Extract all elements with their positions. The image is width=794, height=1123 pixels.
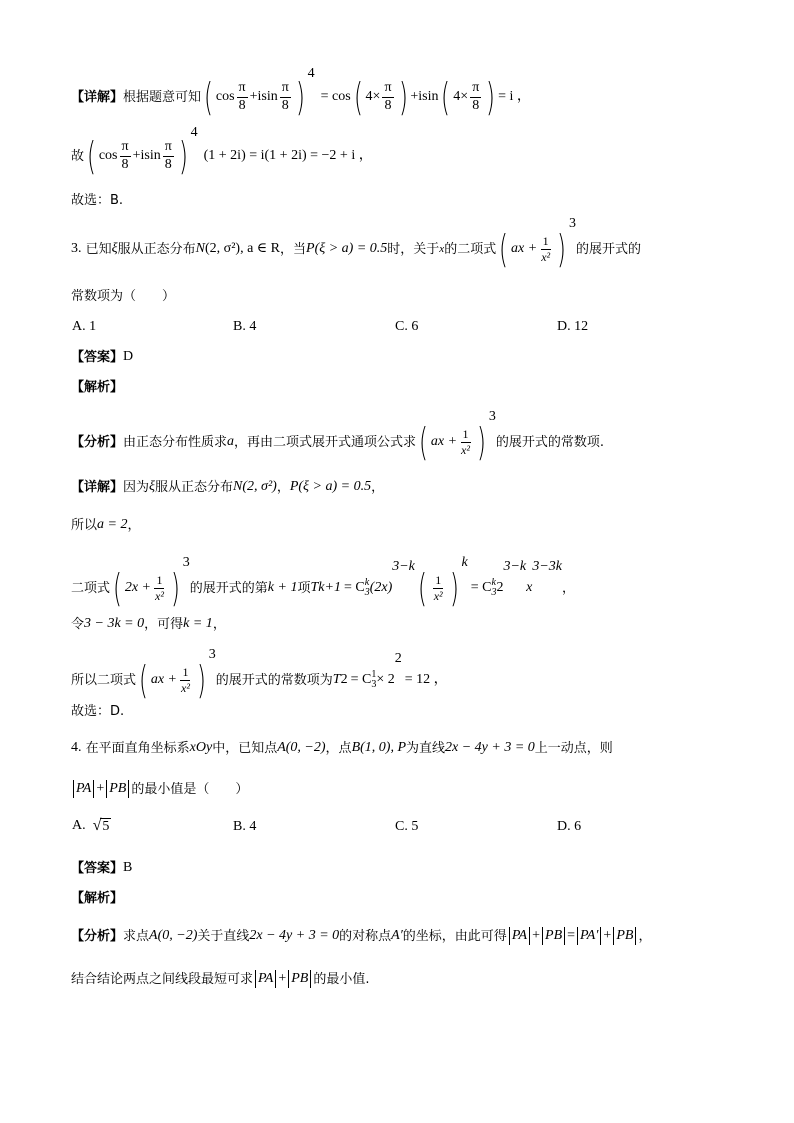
q3-detail-line-4: 令 3 − 3k = 0 ，可得 k = 1 ，: [71, 616, 226, 632]
q4-option-d: D. 6: [557, 819, 582, 834]
detail-line-2: 故 ( cos $\frac{\pi}{8}$ +isin $\frac{\pi}{8}$ ) 4 (1 + 2i) = i(1 + 2i) = −2 + i ，: [71, 125, 373, 178]
q3-answer: 【答案】 D: [71, 349, 134, 365]
q3-analysis-line: 【分析】 由正态分布性质求 a ，再由二项式展开式通项公式求 ( ax + $\frac{1}{\text{x²}}$ ) 3 的展开式的常数项.: [71, 409, 604, 464]
q4-stem-line-1: 4. 在平面直角坐标系 xOy 中，已知点 A(0, −2) ，点 B(1, 0), P 为直线 2x − 4y + 3 = 0 上一动点，则: [71, 740, 613, 756]
q3-detail-line-3: 二项式 ( 2x + $\frac{1}{\text{x²}}$ ) 3 的展开式的第 k + 1 项 T k+1 = C k 3 (2x) 3−k ( $\frac{1}{\text{x²}}$ ) k = C k 3 2 3−k x 3−3k ，: [71, 555, 576, 610]
q4-analysis-line-1: 【分析】 求点 A(0, −2) 关于直线 2x − 4y + 3 = 0 的对称点 A′ 的坐标，由此可得 PA + PB = PA′ + PB ，: [71, 928, 652, 944]
detail-tag: 【详解】: [71, 89, 124, 105]
q3-detail-line-2: 所以 a = 2 ，: [71, 517, 141, 533]
q4-stem-line-2: PA + PB 的最小值是（ ）: [71, 780, 734, 798]
q3-option-a: A. 1: [72, 319, 97, 334]
q4-analysis-line-2: 结合结论两点之间线段最短可求 PA + PB 的最小值.: [71, 971, 370, 987]
q3-stem-line-2: 常数项为（ ）: [71, 289, 176, 304]
q3-detail-line-5: 所以二项式 ( ax + $\frac{1}{\text{x²}}$ ) 3 的展开式的常数项为 T 2 = C 1 3 × 2 2 = 12 ，: [71, 647, 448, 702]
q3-option-d: D. 12: [557, 319, 589, 334]
q3-stem-line-1: 3. 已知 ξ 服从正态分布 N (2, σ²), a ∈ R ，当 P(ξ > a) = 0.5 时，关于 x 的二项式 ( ax + $\frac{1}{\text{x²}}$ ) 3 的展开式的: [71, 216, 641, 271]
q3-option-c: C. 6: [395, 319, 419, 334]
choose-b: 故选：B.: [71, 193, 124, 208]
q4-analysis-tag: 【解析】: [71, 891, 124, 906]
detail-line-1: 【详解】 根据题意可知 ( cos $\frac{\pi}{8}$ +isin $\frac{\pi}{8}$ ) 4 = cos ( 4× $\frac{\pi}{8}$ ) +isin ( 4× $\frac{\pi}{8}$ ) = i ，: [71, 66, 531, 119]
q4-option-b: B. 4: [233, 819, 257, 834]
q4-option-c: C. 5: [395, 819, 419, 834]
q3-analysis-tag: 【解析】: [71, 380, 124, 395]
choose-d: 故选：D.: [71, 704, 125, 719]
q4-answer: 【答案】 B: [71, 860, 133, 876]
q3-detail-line-1: 【详解】 因为 ξ 服从正态分布 N(2, σ²) ， P(ξ > a) = 0.5 ，: [71, 479, 385, 495]
q4-option-a: A. √ 5: [72, 817, 110, 834]
q3-option-b: B. 4: [233, 319, 257, 334]
